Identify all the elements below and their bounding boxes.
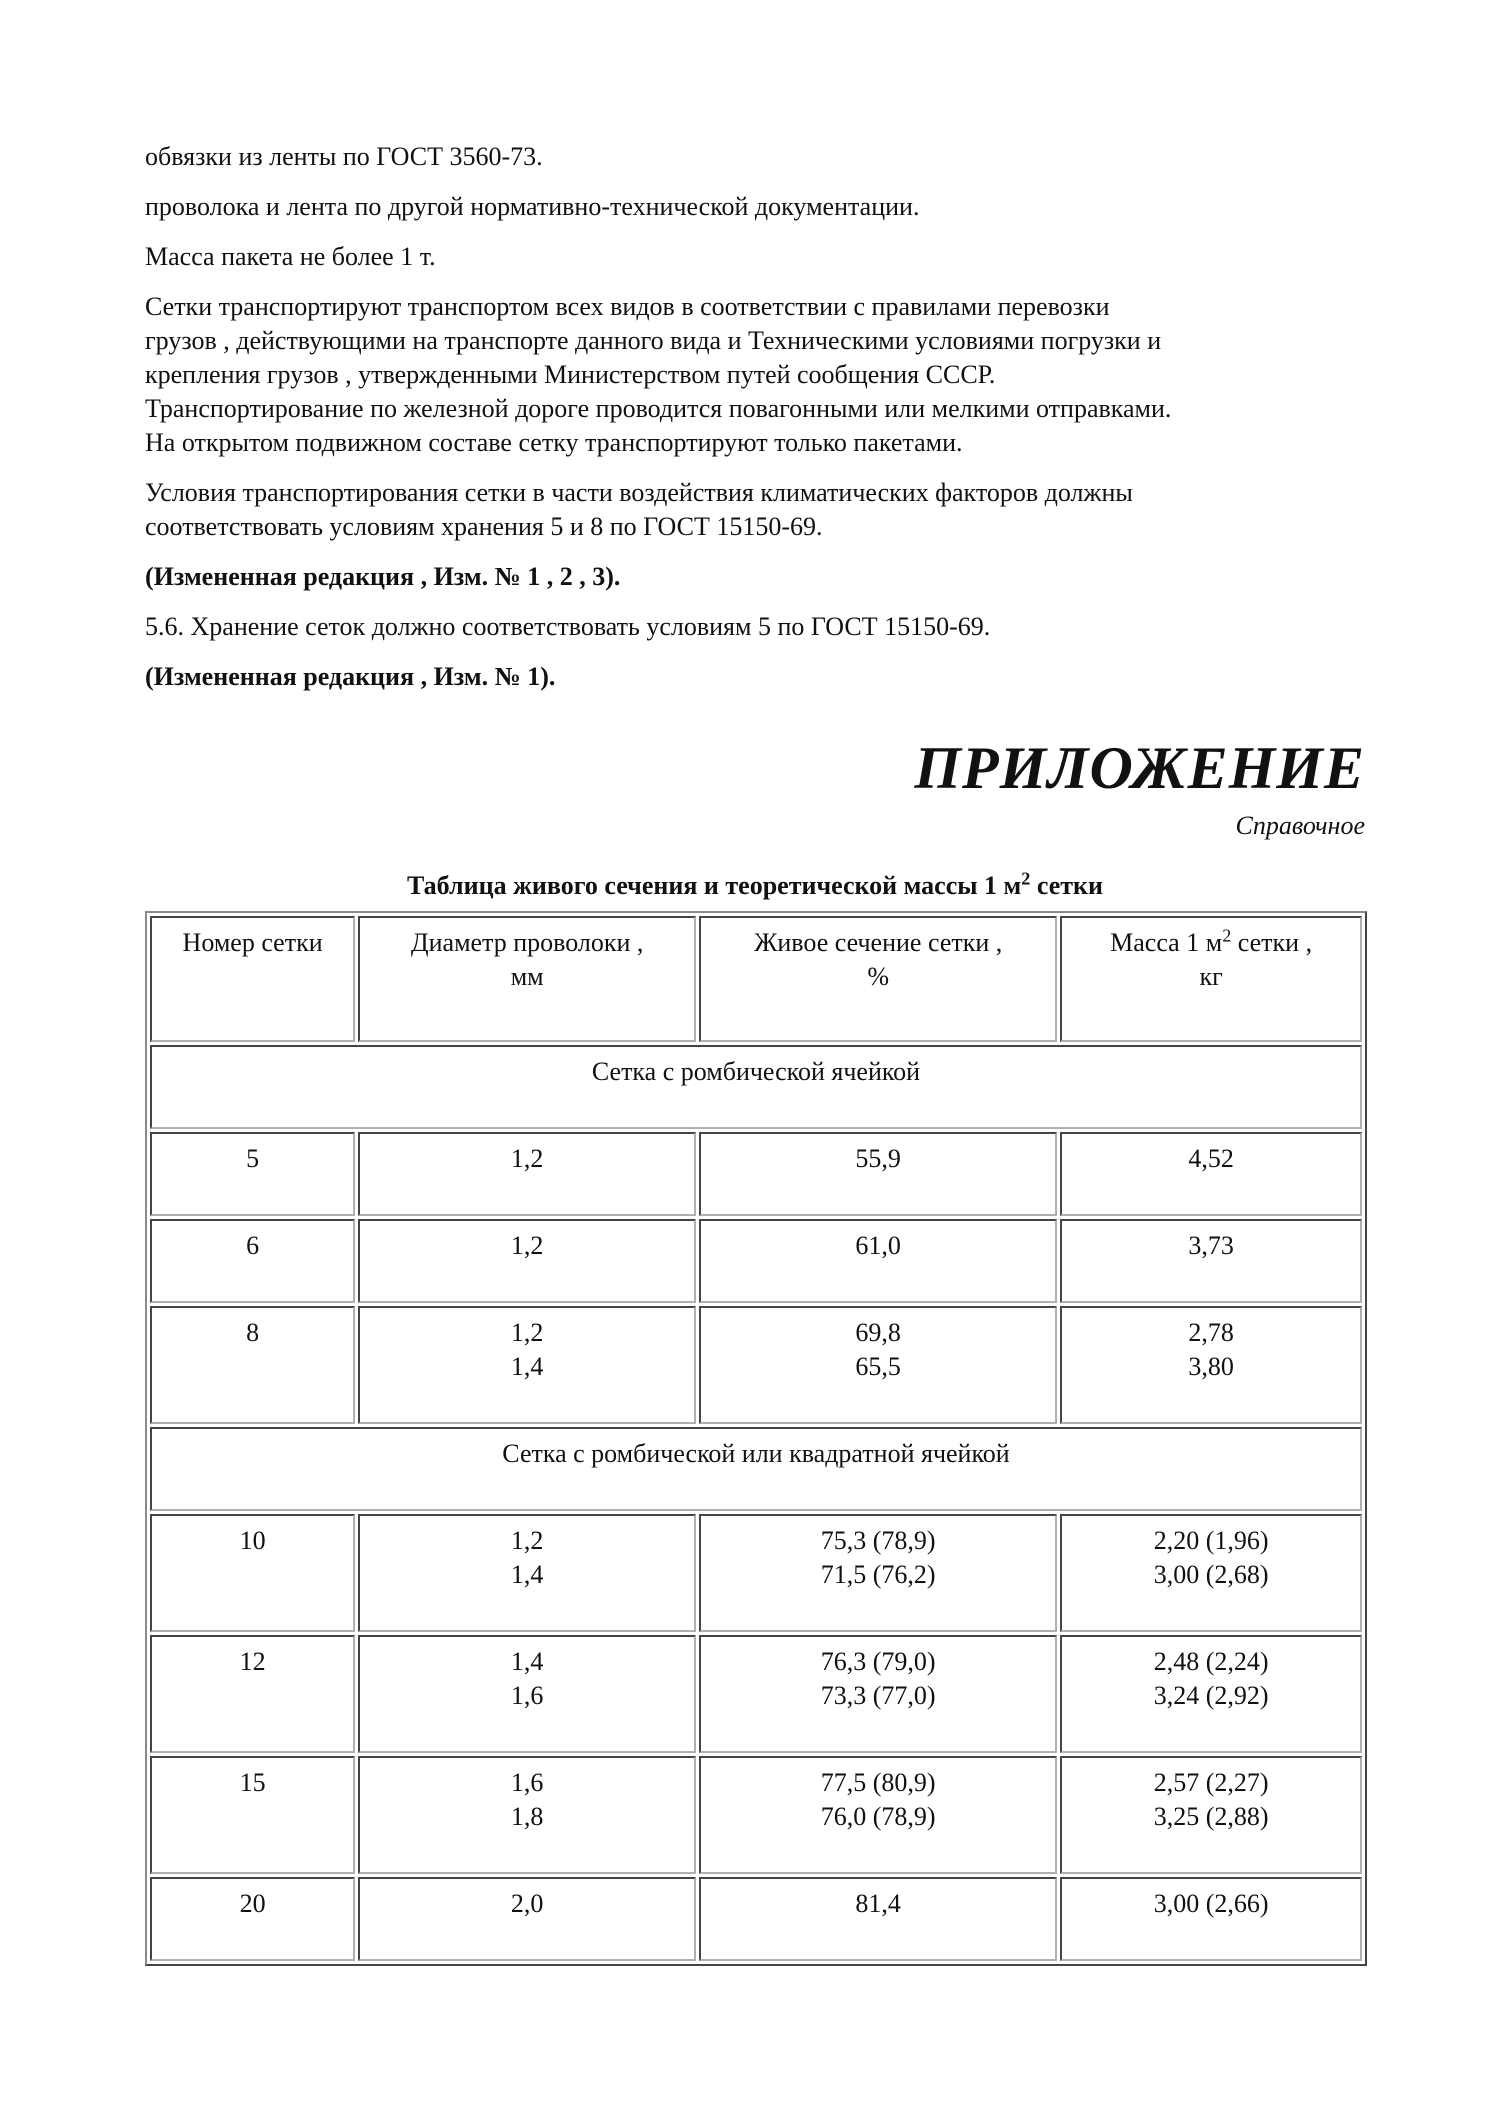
amendment-note: (Измененная редакция , Изм. № 1 , 2 , 3). [145,562,621,591]
cell-open-area: 76,3 (79,0) 73,3 (77,0) [699,1635,1057,1753]
paragraph-package-mass: Масса пакета не более 1 т. [145,242,436,271]
cell-open-area: 81,4 [699,1877,1057,1961]
header-cell-open-area: Живое сечение сетки , % [699,916,1057,1042]
cell-number: 8 [150,1306,355,1424]
cell-number: 15 [150,1756,355,1874]
cell-open-area: 69,8 65,5 [699,1306,1057,1424]
cell-open-area: 77,5 (80,9) 76,0 (78,9) [699,1756,1057,1874]
cell-mass: 2,48 (2,24) 3,24 (2,92) [1060,1635,1362,1753]
text-line: Условия транспортирования сетки в части воздействия климатических факторов должны [145,478,1133,507]
text-line: На открытом подвижном составе сетку транспортируют только пакетами. [145,428,963,457]
section-title-cell: Сетка с ромбической ячейкой [150,1045,1362,1129]
cell-diameter: 1,4 1,6 [358,1635,696,1753]
table-section-row [150,1045,1362,1129]
amendment-note: (Измененная редакция , Изм. № 1). [145,662,556,691]
cell-open-area: 75,3 (78,9) 71,5 (76,2) [699,1514,1057,1632]
table-row [150,1219,1362,1303]
cell-open-area: 61,0 [699,1219,1057,1303]
cell-mass: 2,20 (1,96) 3,00 (2,68) [1060,1514,1362,1632]
cell-number: 20 [150,1877,355,1961]
cell-diameter: 2,0 [358,1877,696,1961]
paragraph-transport-conditions [145,476,1365,544]
appendix-subtitle: Справочное [1235,811,1365,840]
table-row [150,1132,1362,1216]
cell-number: 5 [150,1132,355,1216]
mesh-table [145,911,1367,1966]
table-row [150,1306,1362,1424]
cell-mass: 3,00 (2,66) [1060,1877,1362,1961]
text-line: Сетки транспортируют транспортом всех видов в соответствии с правилами перевозки [145,292,1110,321]
cell-diameter: 1,6 1,8 [358,1756,696,1874]
text-line: грузов , действующими на транспорте данного вида и Техническими условиями погрузки и [145,326,1162,355]
cell-number: 10 [150,1514,355,1632]
cell-mass: 2,57 (2,27) 3,25 (2,88) [1060,1756,1362,1874]
cell-diameter: 1,2 [358,1219,696,1303]
table-row [150,1877,1362,1961]
table-header-row [150,916,1362,1042]
document-page [145,140,1365,1966]
paragraph-wire-tape: проволока и лента по другой нормативно-технической документации. [145,192,920,221]
cell-mass: 2,78 3,80 [1060,1306,1362,1424]
section-title-cell: Сетка с ромбической или квадратной ячейкой [150,1427,1362,1511]
cell-diameter: 1,2 [358,1132,696,1216]
cell-number: 12 [150,1635,355,1753]
header-cell-diameter: Диаметр проволоки , мм [358,916,696,1042]
table-row [150,1635,1362,1753]
paragraph-banding: обвязки из ленты по ГОСТ 3560-73. [145,142,543,171]
table-row [150,1514,1362,1632]
caption-text: Таблица живого сечения и теоретической массы 1 м [406,871,1022,900]
text-line: крепления грузов , утвержденными Министерством путей сообщения СССР. [145,360,996,389]
table-row [150,1756,1362,1874]
text-line: Транспортирование по железной дороге проводится повагонными или мелкими отправками. [145,394,1172,423]
header-cell-number: Номер сетки [150,916,355,1042]
text-line: соответствовать условиям хранения 5 и 8 по ГОСТ 15150-69. [145,512,823,541]
paragraph-storage: 5.6. Хранение сеток должно соответствовать условиям 5 по ГОСТ 15150-69. [145,612,991,641]
header-cell-mass: Масса 1 $м^2$ сетки , кг [1060,916,1362,1042]
caption-superscript: 2 [1021,868,1031,889]
cell-number: 6 [150,1219,355,1303]
appendix-title: ПРИЛОЖЕНИЕ [914,735,1365,801]
cell-diameter: 1,2 1,4 [358,1306,696,1424]
cell-diameter: 1,2 1,4 [358,1514,696,1632]
table-section-row [150,1427,1362,1511]
caption-text-end: сетки [1030,871,1103,900]
table-caption [145,868,1365,901]
cell-mass: 4,52 [1060,1132,1362,1216]
cell-mass: 3,73 [1060,1219,1362,1303]
paragraph-transport [145,290,1365,460]
cell-open-area: 55,9 [699,1132,1057,1216]
